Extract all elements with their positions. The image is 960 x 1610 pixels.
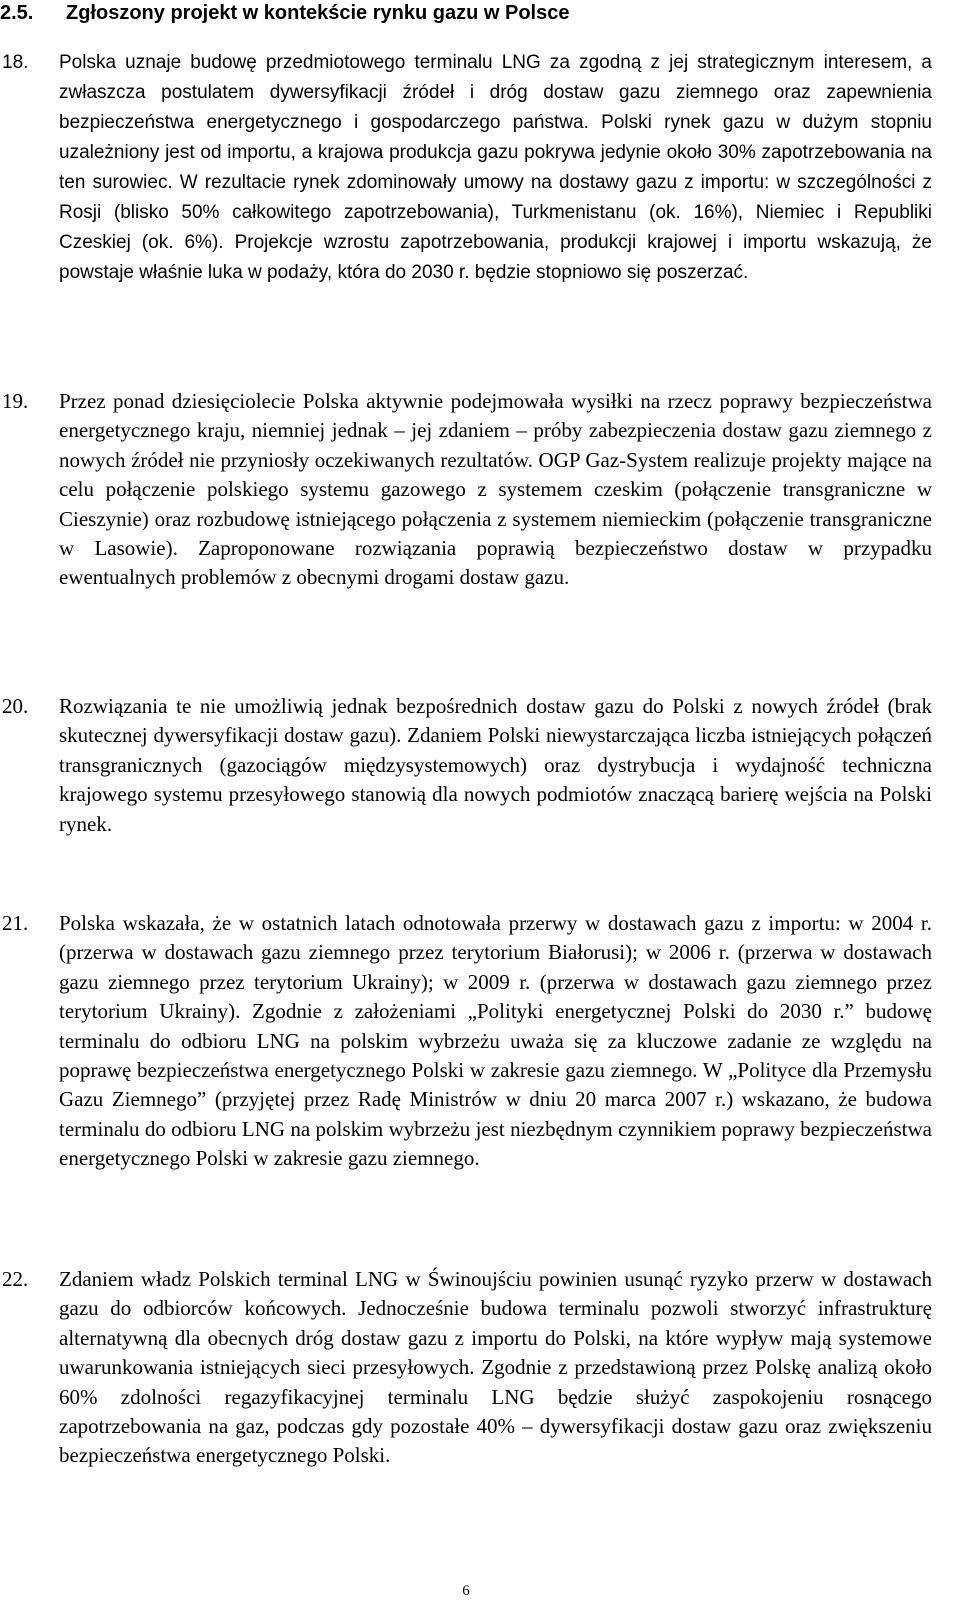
page-number: 6 [462,1583,470,1599]
paragraph-text: Przez ponad dziesięciolecie Polska aktywnie podejmowała wysiłki na rzecz poprawy bezpieczeństwa energetycznego kraju, niemniej jednak – jej zdaniem – próby zabezpieczenia dostaw gazu ziemnego z nowych źródeł nie przyniosły oczekiwanych rezultatów. OGP Gaz-System realizuje projekty mające na celu połączenie polskiego systemu gazowego z systemem czeskim (połączenie transgraniczne w Cieszynie) oraz rozbudowę istniejącego połączenia z systemem niemieckim (połączenie transgraniczne w Lasowie). Zaproponowane rozwiązania poprawią bezpieczeństwo dostaw w przypadku ewentualnych problemów z obecnymi drogami dostaw gazu. [59,389,932,590]
paragraph-18 [0,48,932,288]
paragraph-number: 20. [2,694,29,718]
paragraph-22 [0,1265,932,1471]
section-heading [0,0,569,26]
paragraph-number: 18. [2,52,29,73]
paragraph-number: 21. [2,911,29,935]
paragraph-21 [0,909,932,1174]
paragraph-text: Polska wskazała, że w ostatnich latach odnotowała przerwy w dostawach gazu z importu: w 2004 r. (przerwa w dostawach gazu ziemnego przez terytorium Białorusi); w 2006 r. (przerwa w dostawach gazu ziemnego przez terytorium Ukrainy); w 2009 r. (przerwa w dostawach gazu ziemnego przez terytorium Ukrainy). Zgodnie z założeniami „Polityki energetycznej Polski do 2030 r.” budowę terminalu do odbioru LNG na polskim wybrzeżu uważa się za kluczowe zadanie ze względu na poprawę bezpieczeństwa energetycznego Polski w zakresie gazu ziemnego. W „Polityce dla Przemysłu Gazu Ziemnego” (przyjętej przez Radę Ministrów w dniu 20 marca 2007 r.) wskazano, że budowa terminalu do odbioru LNG na polskim wybrzeżu jest niezbędnym czynnikiem poprawy bezpieczeństwa energetycznego Polski w zakresie gazu ziemnego. [59,911,932,1171]
section-title: Zgłoszony projekt w kontekście rynku gazu w Polsce [66,2,570,24]
paragraph-19 [0,387,932,593]
paragraph-text: Rozwiązania te nie umożliwią jednak bezpośrednich dostaw gazu do Polski z nowych źródeł (brak skutecznej dywersyfikacji dostaw gazu). Zdaniem Polski niewystarczająca liczba istniejących połączeń transgranicznych (gazociągów międzysystemowych) oraz dystrybucja i wydajność techniczna krajowego systemu przesyłowego stanowią dla nowych podmiotów znaczącą barierę wejścia na Polski rynek. [59,694,932,836]
paragraph-number: 19. [2,389,29,413]
section-number: 2.5. [0,2,34,24]
paragraph-20 [0,692,932,839]
paragraph-text: Polska uznaje budowę przedmiotowego terminalu LNG za zgodną z jej strategicznym interesem, a zwłaszcza postulatem dywersyfikacji źródeł i dróg dostaw gazu ziemnego oraz zapewnienia bezpieczeństwa energetycznego i gospodarczego państwa. Polski rynek gazu w dużym stopniu uzależniony jest od importu, a krajowa produkcja gazu pokrywa jedynie około 30% zapotrzebowania na ten surowiec. W rezultacie rynek zdominowały umowy na dostawy gazu z importu: w szczególności z Rosji (blisko 50% całkowitego zapotrzebowania), Turkmenistanu (ok. 16%), Niemiec i Republiki Czeskiej (ok. 6%). Projekcje wzrostu zapotrzebowania, produkcji krajowej i importu wskazują, że powstaje właśnie luka w podaży, która do 2030 r. będzie stopniowo się poszerzać. [59,52,932,283]
paragraph-number: 22. [2,1267,29,1291]
paragraph-text: Zdaniem władz Polskich terminal LNG w Świnoujściu powinien usunąć ryzyko przerw w dostawach gazu do odbiorców końcowych. Jednocześnie budowa terminalu pozwoli stworzyć infrastrukturę alternatywną dla obecnych dróg dostaw gazu z importu do Polski, na które wypływ mają systemowe uwarunkowania istniejących sieci przesyłowych. Zgodnie z przedstawioną przez Polskę analizą około 60% zdolności regazyfikacyjnej terminalu LNG będzie służyć zaspokojeniu rosnącego zapotrzebowania na gaz, podczas gdy pozostałe 40% – dywersyfikacji dostaw gazu oraz zwiększeniu bezpieczeństwa energetycznego Polski. [59,1267,932,1468]
